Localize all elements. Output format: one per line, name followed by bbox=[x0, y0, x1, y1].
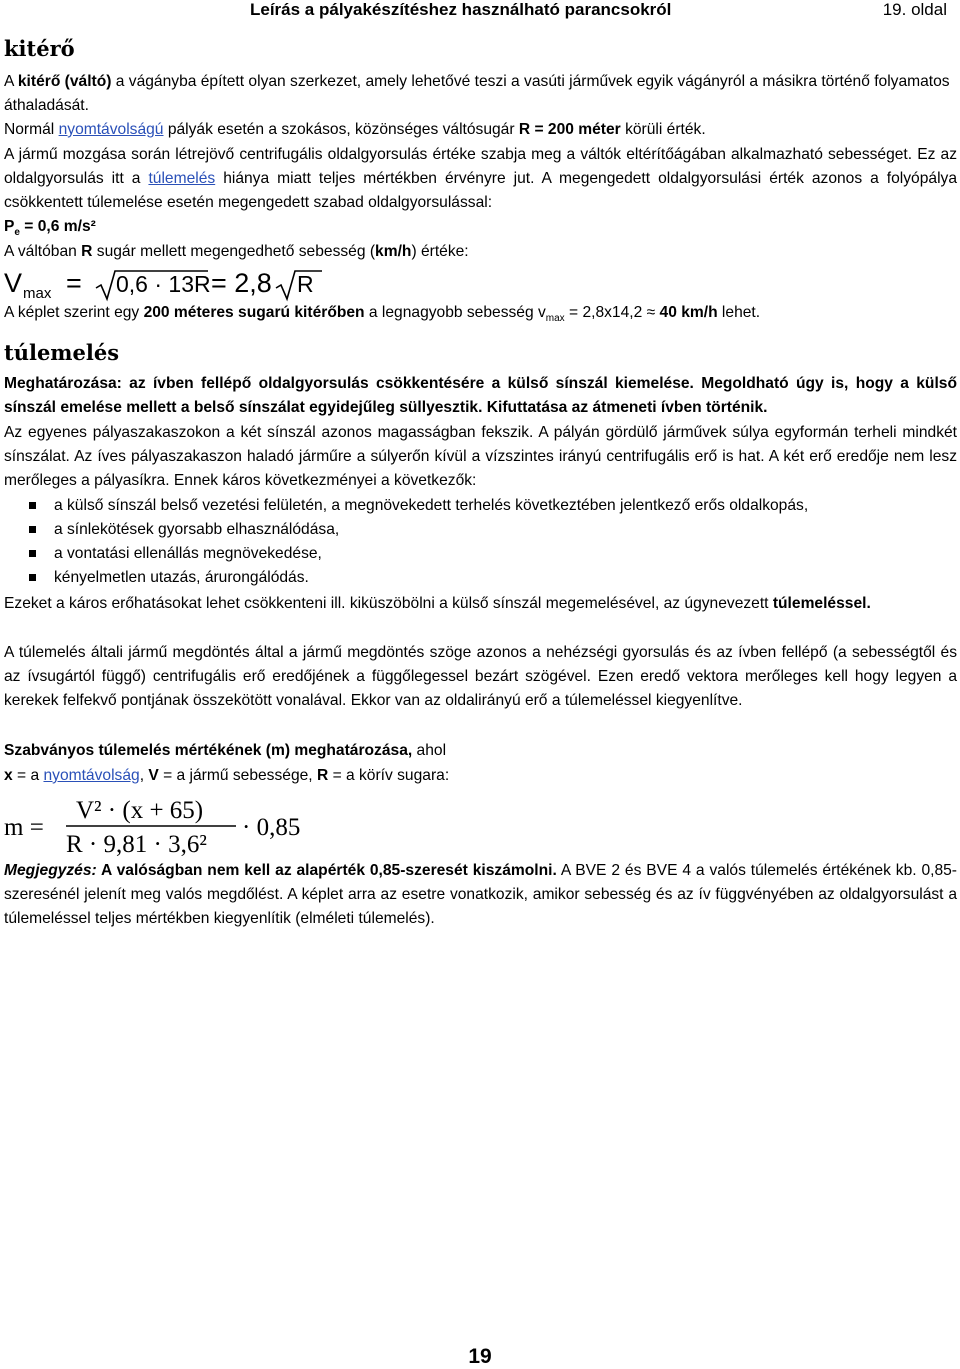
paragraph-standard-formula-intro bbox=[4, 739, 957, 763]
text: hiánya miatt teljes mértékben érvényre jut. A megengedett oldalgyorsulási érték azonos a folyópálya csökkentett túlemelése esetén megengedett szabad oldalgyorsulással: bbox=[4, 170, 958, 211]
footer-page-number: 19 bbox=[468, 1345, 492, 1368]
paragraph-variables bbox=[4, 764, 957, 788]
pe-label: P bbox=[4, 218, 15, 235]
text: Normál bbox=[4, 121, 59, 138]
list-item-text: a sínlekötések gyorsabb elhasználódása, bbox=[54, 521, 340, 538]
text: ahol bbox=[412, 742, 447, 759]
term-kitero: kitérő (váltó) bbox=[17, 73, 112, 90]
formula-radicand-2: R bbox=[297, 271, 314, 297]
text: = 2,8x14,2 ≈ bbox=[564, 304, 660, 321]
text: A képlet szerint egy bbox=[4, 304, 144, 321]
formula-numerator: V² · (x + 65) bbox=[76, 797, 204, 824]
bullet-square-icon bbox=[29, 502, 36, 509]
radius-value: R = 200 méter bbox=[518, 121, 621, 138]
vmax-subscript: max bbox=[545, 313, 565, 325]
unit-kmh: km/h bbox=[375, 243, 412, 260]
pe-value: = 0,6 m/s² bbox=[19, 218, 96, 235]
pe-value-line bbox=[4, 215, 957, 239]
var-r: R bbox=[316, 767, 329, 784]
text: körüli érték. bbox=[620, 121, 706, 138]
text: a legnagyobb sebesség v bbox=[364, 304, 546, 321]
formula-vmax bbox=[4, 268, 344, 302]
formula-coefficient: = 2,8 bbox=[211, 268, 272, 298]
term-tulemelessel: túlemeléssel. bbox=[772, 595, 871, 612]
text: = a bbox=[12, 767, 44, 784]
example-speed-value: 40 km/h bbox=[659, 304, 718, 321]
text: A jármű mozgása során létrejövő centrifugális oldalgyorsulás értéke szabja meg a váltók eltérítőágában alkalmazható sebességet. Ez az oldalgyorsulás itt a bbox=[4, 146, 957, 187]
formula-lhs: V bbox=[4, 268, 23, 298]
link-nyomtavolsag[interactable]: nyomtávolság bbox=[43, 767, 140, 784]
formula-superelevation-graphic bbox=[4, 792, 324, 858]
formula-lhs-sub: max bbox=[23, 285, 52, 302]
note-label: Megjegyzés: bbox=[4, 862, 97, 879]
bullet-square-icon bbox=[29, 526, 36, 533]
paragraph-note bbox=[4, 859, 957, 931]
var-v: V bbox=[148, 767, 159, 784]
text: = a körív sugara: bbox=[328, 767, 450, 784]
pe-subscript: e bbox=[14, 227, 20, 239]
text: , bbox=[139, 767, 149, 784]
paragraph-example-speed bbox=[4, 301, 957, 325]
note-bold-text: A valóságban nem kell az alapérték 0,85-szeresét kiszámolni. bbox=[96, 862, 557, 879]
paragraph-centrifugal bbox=[4, 143, 957, 215]
list-item-text: a vontatási ellenállás megnövekedése, bbox=[54, 545, 322, 562]
standard-formula-title: Szabványos túlemelés mértékének (m) meghatározása, bbox=[4, 742, 413, 759]
formula-factor: · 0,85 bbox=[242, 814, 301, 841]
list-item bbox=[4, 566, 808, 590]
text: a vágányba épített olyan szerkezet, amely lehetővé teszi a vasúti járművek egyik vágányról a másikra történő folyamatos áthaladását. bbox=[4, 73, 950, 114]
section-heading-kitero: kitérő bbox=[4, 36, 75, 61]
paragraph-speed-intro bbox=[4, 240, 957, 264]
paragraph-tilt-angle: A túlemelés általi jármű megdöntés által a jármű megdöntés szöge azonos a nehézségi gyorsulás és az ívben fellépő (a sebességtől és az ívsugártól függő) centrifugális erő eredőjének a függőlegessel bezárt szögével. Ezen eredő vektora merőleges kell hogy legyen a kerekek felfekvő pontjának összekötött vonalával. Ekkor van az oldalirányú erő a túlemeléssel kiegyenlítve. bbox=[4, 644, 957, 709]
example-radius: 200 méteres sugarú kitérőben bbox=[143, 304, 365, 321]
text: lehet. bbox=[717, 304, 761, 321]
radius-symbol: R bbox=[81, 243, 93, 260]
formula-radicand-1: 0,6 · 13R bbox=[116, 271, 211, 297]
list-item bbox=[4, 518, 808, 542]
formula-denominator: R · 9,81 · 3,6² bbox=[66, 831, 207, 858]
paragraph-normal-radius bbox=[4, 118, 957, 142]
section-heading-tulemeles: túlemelés bbox=[4, 340, 120, 365]
text: A váltóban bbox=[4, 243, 82, 260]
list-item bbox=[4, 542, 808, 566]
list-item-text: a külső sínszál belső vezetési felületén, a megnövekedett terhelés következtében jelentkező erős oldalkopás, bbox=[54, 497, 809, 514]
text: A bbox=[4, 73, 18, 90]
link-tulemeles[interactable]: túlemelés bbox=[148, 170, 216, 187]
formula-superelevation bbox=[4, 792, 324, 858]
list-item-text: kényelmetlen utazás, árurongálódás. bbox=[54, 569, 309, 586]
text: A BVE 2 és BVE 4 a valós túlemelés értékének kb. 0,85-szeresénél jelenít meg valós megdőlést. A képlet arra az esetre vonatkozik, amikor sebesség és az ív függvényében az oldalgyorsulást a túlemeléssel teljes mértékben kiegyenlítik (elméleti túlemelés). bbox=[4, 862, 958, 927]
paragraph-straight-vs-curve: Az egyenes pályaszakaszokon a két sínszál azonos magasságban fekszik. A pályán gördülő járművek súlya egyformán terheli mindkét sínszálat. Az íves pályaszakaszon haladó járműre a súlyerőn kívül a vízszintes irányú centrifugális erő is hat. A két erő eredője nem lesz merőleges a pályasíkra. Ennek káros következményei a következők: bbox=[4, 424, 957, 489]
text: = a jármű sebessége, bbox=[158, 767, 317, 784]
text: ) értéke: bbox=[411, 243, 469, 260]
header-page-number: 19. oldal bbox=[882, 0, 947, 19]
page-header bbox=[0, 0, 960, 22]
var-x: x bbox=[4, 767, 13, 784]
link-nyomtavolsagu[interactable]: nyomtávolságú bbox=[58, 121, 164, 138]
bullet-square-icon bbox=[29, 574, 36, 581]
list-item bbox=[4, 494, 808, 518]
text: Ezeket a káros erőhatásokat lehet csökkenteni ill. kiküszöbölni a külső sínszál megemelésével, az úgynevezett bbox=[4, 595, 773, 612]
paragraph-tulemeles-definition: Meghatározása: az ívben fellépő oldalgyorsulás csökkentésére a külső sínszál kiemelése. Megoldható úgy is, hogy a külső sínszál emelése mellett a belső sínszálat egyidejűleg süllyesztik. Kifuttatása az átmeneti ívben történik. bbox=[4, 375, 957, 416]
consequences-list bbox=[4, 494, 808, 590]
header-title: Leírás a pályakészítéshez használható parancsokról bbox=[250, 0, 672, 19]
text: pályák esetén a szokásos, közönséges váltósugár bbox=[163, 121, 519, 138]
paragraph-kitero-definition bbox=[4, 70, 957, 118]
text: sugár mellett megengedhető sebesség ( bbox=[92, 243, 376, 260]
paragraph-reduce-forces bbox=[4, 592, 957, 616]
formula-vmax-graphic bbox=[4, 268, 344, 302]
formula-m-lhs: m = bbox=[4, 814, 44, 841]
bullet-square-icon bbox=[29, 550, 36, 557]
formula-equals: = bbox=[66, 268, 82, 298]
